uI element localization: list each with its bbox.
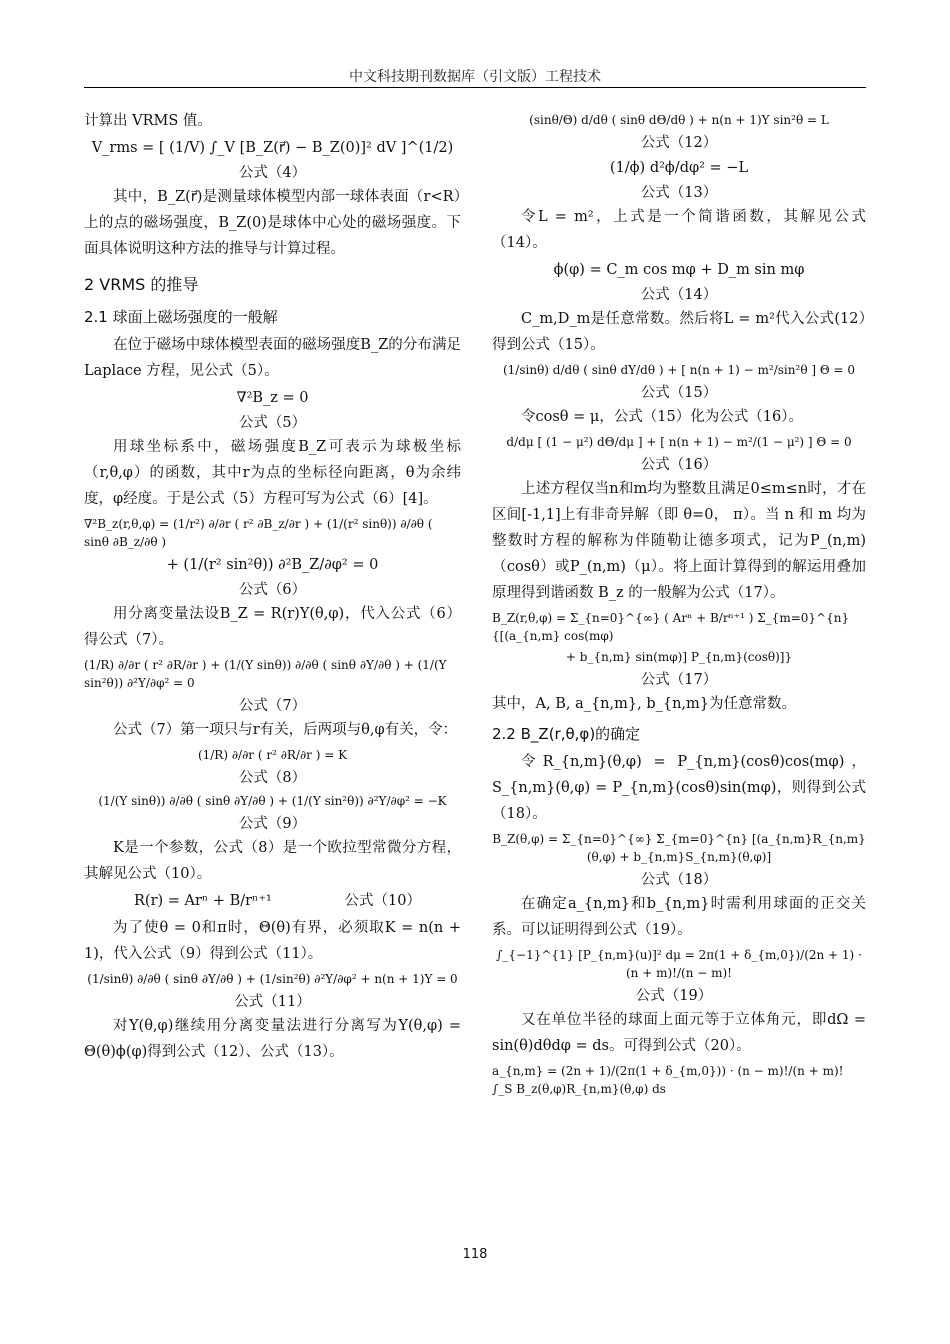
equation-label: 公式（11）	[234, 994, 311, 1010]
equation-label: 公式（19）	[635, 988, 713, 1004]
equation-15: (1/sinθ) d/dθ ( sinθ dY/dθ ) + [ n(n + 1) − m²/sin²θ ] Θ = 0	[502, 363, 856, 377]
subsection-heading: 2.2 B_Z(r,θ,φ)的确定	[492, 725, 641, 743]
paragraph: 在确定a_{n,m}和b_{n,m}时需利用球面的正交关系。可以证明得到公式（19）。	[492, 896, 866, 938]
paragraph: 在位于磁场中球体模型表面的磁场强度B_Z的分布满足 Laplace 方程，见公式（5）。	[84, 337, 461, 379]
equation-label: 公式（13）	[640, 185, 718, 201]
paragraph: K是一个参数，公式（8）是一个欧拉型常微分方程，其解见公式（10）。	[84, 840, 461, 882]
equation-label: 公式（9）	[238, 816, 307, 832]
equation-label: 公式（5）	[238, 415, 307, 431]
header-rule	[84, 87, 866, 88]
equation-20: a_{n,m} = (2n + 1)/(2π(1 + δ_{m,0})) · (n − m)!/(n + m)! ∫_S B_z(θ,φ)R_{n,m}(θ,φ) ds	[492, 1064, 844, 1096]
paragraph: 对Y(θ,φ)继续用分离变量法进行分离写为Y(θ,φ) = Θ(θ)ϕ(φ)得到公式（12）、公式（13）。	[84, 1018, 461, 1060]
paragraph: C_m,D_m是任意常数。然后将L = m²代入公式(12）得到公式（15）。	[492, 311, 866, 353]
paragraph: 公式（7）第一项只与r有关，后两项与θ,φ有关，令：	[113, 722, 458, 738]
paragraph: 计算出 VRMS 值。	[84, 113, 212, 129]
equation-6-line-1: ∇²B_z(r,θ,φ) = (1/r²) ∂/∂r ( r² ∂B_z/∂r ) + (1/(r² sinθ)) ∂/∂θ ( sinθ ∂B_z/∂θ )	[84, 517, 433, 549]
paragraph: 令L = m²，上式是一个简谐函数，其解见公式（14）。	[492, 209, 866, 251]
running-header: 中文科技期刊数据库（引文版）工程技术	[349, 69, 601, 85]
paragraph: 为了使θ = 0和π时，Θ(θ)有界，必须取K = n(n + 1)，代入公式（9）得到公式（11）。	[84, 920, 461, 962]
paragraph: 令cosθ = μ，公式（15）化为公式（16）。	[521, 409, 803, 425]
paragraph: 其中，A, B, a_{n,m}, b_{n,m}为任意常数。	[492, 696, 797, 712]
paragraph: 令R_{n,m}(θ,φ) = P_{n,m}(cosθ)cos(mφ)，S_{n,m}(θ,φ) = P_{n,m}(cosθ)sin(mφ)，则得到公式（18）。	[492, 754, 866, 822]
equation-17-line-2: + b_{n,m} sin(mφ)] P_{n,m}(cosθ)]}	[565, 650, 793, 664]
equation-12: (sinθ/Θ) d/dθ ( sinθ dΘ/dθ ) + n(n + 1)Y sin²θ = L	[529, 113, 829, 127]
equation-label: 公式（6）	[238, 582, 307, 598]
equation-label: 公式（14）	[640, 287, 718, 303]
equation-13: (1/ϕ) d²ϕ/dφ² = −L	[609, 160, 749, 176]
page-number: 118	[462, 1247, 488, 1262]
equation-11: (1/sinθ) ∂/∂θ ( sinθ ∂Y/∂θ ) + (1/sin²θ) ∂²Y/∂φ² + n(n + 1)Y = 0	[87, 972, 458, 986]
equation-label: 公式（7）	[238, 698, 307, 714]
subsection-heading: 2.1 球面上磁场强度的一般解	[84, 308, 278, 326]
right-column	[492, 108, 866, 1101]
equation-label: 公式（17）	[640, 672, 718, 688]
paragraph: 又在单位半径的球面上面元等于立体角元，即dΩ = sin(θ)dθdφ = ds。可得到公式（20）。	[492, 1012, 866, 1054]
equation-7: (1/R) ∂/∂r ( r² ∂R/∂r ) + (1/(Y sinθ)) ∂/∂θ ( sinθ ∂Y/∂θ ) + (1/(Y sin²θ)) ∂²Y/∂φ² = 0	[84, 658, 447, 690]
equation-14: ϕ(φ) = C_m cos mφ + D_m sin mφ	[553, 262, 805, 278]
equation-5: ∇²B_z = 0	[236, 390, 309, 406]
left-column	[84, 108, 461, 1065]
paragraph: 用球坐标系中，磁场强度B_Z可表示为球极坐标（r,θ,φ）的函数，其中r为点的坐标径向距离，θ为余纬度，φ经度。于是公式（5）方程可写为公式（6）[4]。	[84, 439, 461, 507]
paragraph: 上述方程仅当n和m均为整数且满足0≤m≤n时，才在区间[-1,1]上有非奇异解（即 θ=0， π）。当 n 和 m 均为整数时方程的解称为伴随勒让德多项式，记为P_(n,m)（cosθ）或P_(n,m)（μ）。将上面计算得到的解运用叠加原理得到谐函数 B_z 的一般解为公式（17）。	[492, 481, 866, 601]
equation-16: d/dμ [ (1 − μ²) dΘ/dμ ] + [ n(n + 1) − m²/(1 − μ²) ] Θ = 0	[506, 435, 852, 449]
paragraph: 用分离变量法设B_Z = R(r)Y(θ,φ)，代入公式（6）得公式（7）。	[84, 606, 461, 648]
equation-label: 公式（15）	[640, 385, 718, 401]
equation-8: (1/R) ∂/∂r ( r² ∂R/∂r ) = K	[197, 748, 348, 762]
equation-label: 公式（8）	[238, 770, 307, 786]
equation-label: 公式（16）	[640, 457, 718, 473]
paragraph: 其中，B_Z(r⃗)是测量球体模型内部一球体表面（r<R）上的点的磁场强度，B_Z(0)是球体中心处的磁场强度。下面具体说明这种方法的推导与计算过程。	[84, 189, 461, 257]
equation-label: 公式（10）	[344, 893, 421, 909]
equation-18: B_Z(θ,φ) = Σ_{n=0}^{∞} Σ_{m=0}^{n} [(a_{n,m}R_{n,m}(θ,φ) + b_{n,m}S_{n,m}(θ,φ)]	[492, 832, 866, 864]
equation-10: R(r) = Arⁿ + B/rⁿ⁺¹	[134, 893, 272, 909]
equation-4: V_rms = [ (1/V) ∫_V [B_Z(r⃗) − B_Z(0)]² dV ]^(1/2)	[91, 140, 454, 156]
equation-9: (1/(Y sinθ)) ∂/∂θ ( sinθ ∂Y/∂θ ) + (1/(Y sin²θ)) ∂²Y/∂φ² = −K	[98, 794, 447, 808]
equation-label: 公式（4）	[238, 165, 307, 181]
equation-6-line-2: + (1/(r² sin²θ)) ∂²B_Z/∂φ² = 0	[166, 557, 379, 573]
equation-17-line-1: B_Z(r,θ,φ) = Σ_{n=0}^{∞} ( Arⁿ + B/rⁿ⁺¹ ) Σ_{m=0}^{n} {[(a_{n,m} cos(mφ)	[492, 611, 850, 643]
equation-label: 公式（12）	[640, 135, 718, 151]
equation-label: 公式（18）	[640, 872, 718, 888]
section-heading: 2 VRMS 的推导	[84, 275, 199, 294]
equation-19: ∫_{−1}^{1} [P_{n,m}(u)]² dμ = 2π(1 + δ_{m,0})/(2n + 1) · (n + m)!/(n − m)!	[496, 948, 862, 980]
